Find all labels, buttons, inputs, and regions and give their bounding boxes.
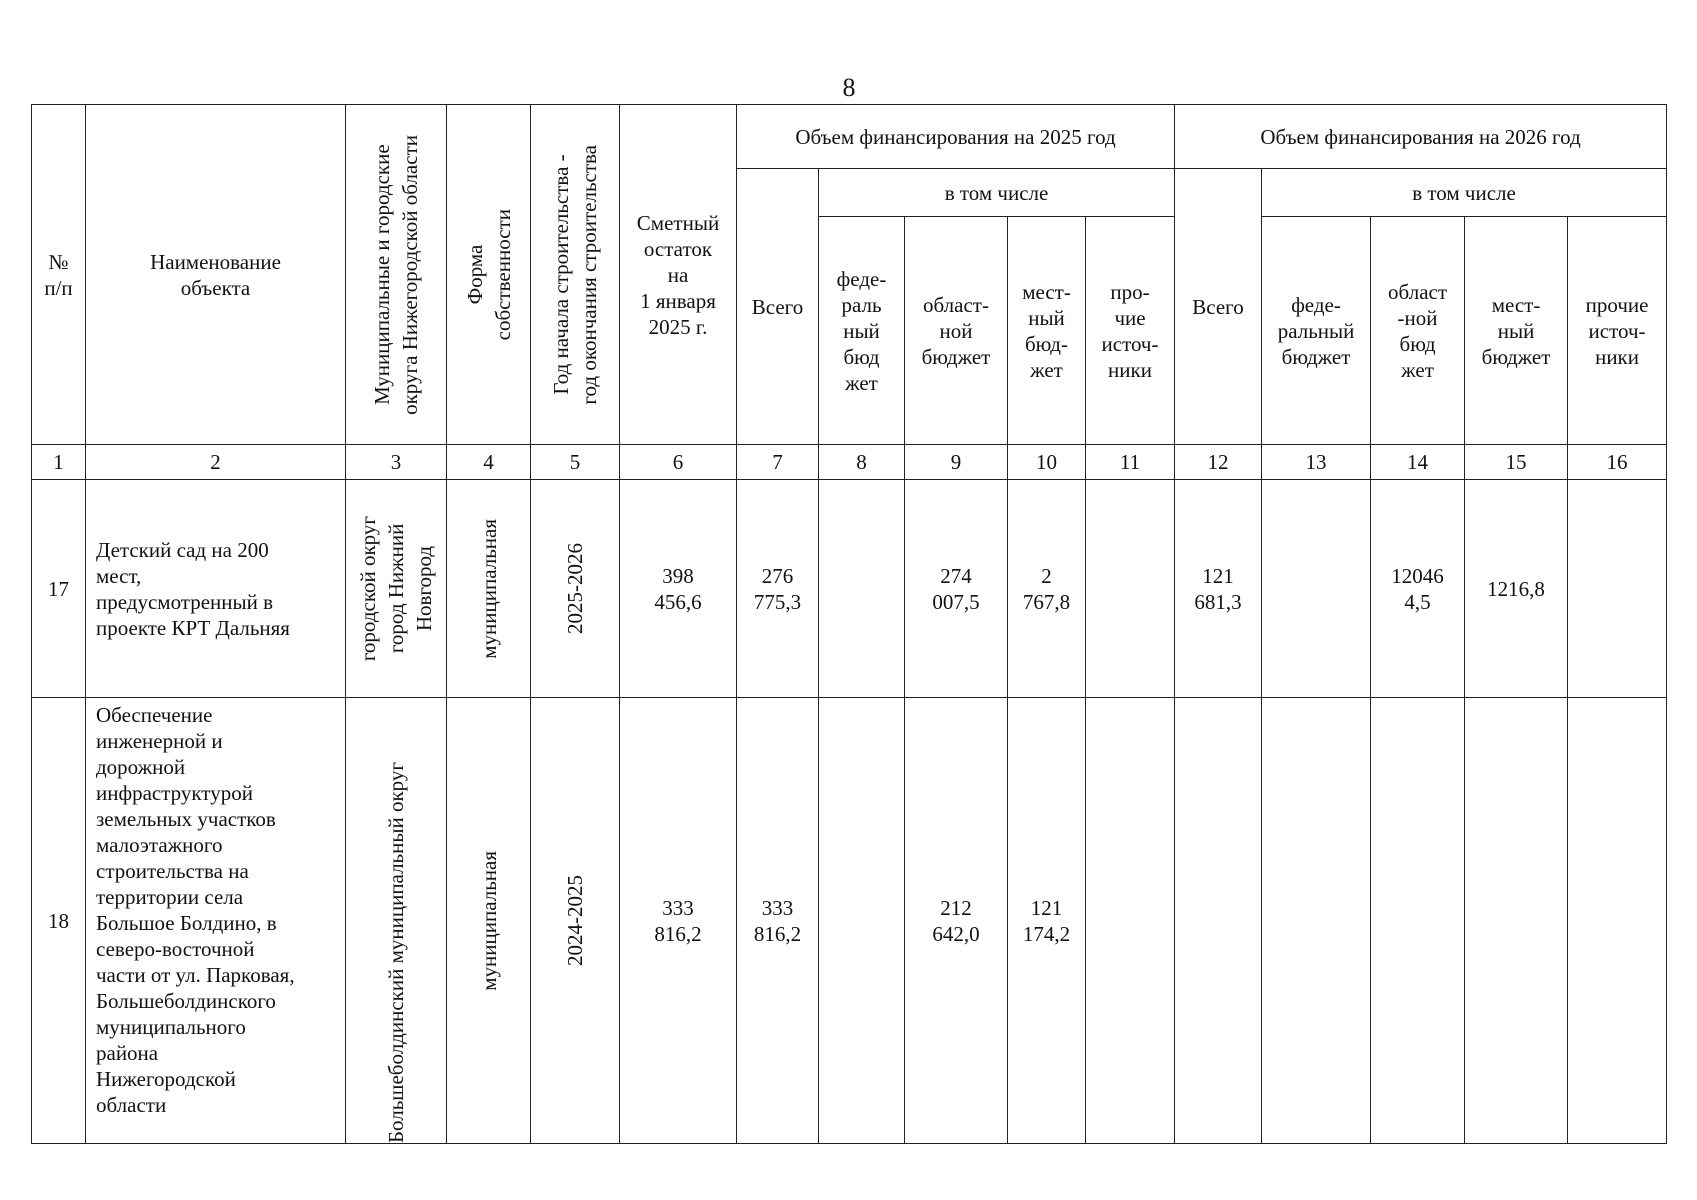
column-number: 5 <box>531 445 620 480</box>
header-ownership-cell <box>447 105 531 445</box>
local-2026-value: 1216,8 <box>1465 480 1568 698</box>
header-remainder: Сметный остаток на 1 января 2025 г. <box>620 105 737 445</box>
total-2026-value <box>1175 698 1262 1144</box>
header-loc-2025: мест- ный бюд- жет <box>1008 217 1086 445</box>
column-number: 7 <box>737 445 819 480</box>
row-number: 18 <box>32 698 86 1144</box>
header-total-2026: Всего <box>1175 169 1262 445</box>
regional-2025-value: 212 642,0 <box>905 698 1008 1144</box>
header-total-2025: Всего <box>737 169 819 445</box>
column-number: 11 <box>1086 445 1175 480</box>
remainder-value: 333 816,2 <box>620 698 737 1144</box>
header-oth-2026: прочие источ- ники <box>1568 217 1667 445</box>
municipality: Большеболдинский муниципальный округ <box>384 761 408 1143</box>
total-2026-value: 121 681,3 <box>1175 480 1262 698</box>
ownership: муниципальная <box>476 850 501 991</box>
header-years: Год начала строительства - год окончания строительства <box>549 144 601 405</box>
column-number: 6 <box>620 445 737 480</box>
header-reg-2026: област -ной бюд жет <box>1371 217 1465 445</box>
municipality-cell <box>346 698 447 1144</box>
years-cell <box>531 480 620 698</box>
total-2025-value: 276 775,3 <box>737 480 819 698</box>
column-number: 1 <box>32 445 86 480</box>
column-number: 16 <box>1568 445 1667 480</box>
other-2025-value <box>1086 480 1175 698</box>
object-name: Детский сад на 200 мест, предусмотренный в проекте КРТ Дальняя <box>86 480 346 698</box>
header-fed-2026: феде- ральный бюджет <box>1262 217 1371 445</box>
header-including-2025: в том числе <box>819 169 1175 217</box>
table-row <box>32 698 1667 1144</box>
ownership-cell <box>447 698 531 1144</box>
header-oth-2025: про- чие источ- ники <box>1086 217 1175 445</box>
local-2025-value: 2 767,8 <box>1008 480 1086 698</box>
other-2025-value <box>1086 698 1175 1144</box>
header-fin-2025: Объем финансирования на 2025 год <box>737 105 1175 169</box>
federal-2025-value <box>819 480 905 698</box>
column-number: 12 <box>1175 445 1262 480</box>
federal-2025-value <box>819 698 905 1144</box>
ownership: муниципальная <box>476 518 501 659</box>
column-number: 14 <box>1371 445 1465 480</box>
regional-2026-value: 12046 4,5 <box>1371 480 1465 698</box>
other-2026-value <box>1568 698 1667 1144</box>
column-number: 2 <box>86 445 346 480</box>
regional-2025-value: 274 007,5 <box>905 480 1008 698</box>
remainder-value: 398 456,6 <box>620 480 737 698</box>
row-number: 17 <box>32 480 86 698</box>
header-name: Наименование объекта <box>86 105 346 445</box>
local-2026-value <box>1465 698 1568 1144</box>
federal-2026-value <box>1262 480 1371 698</box>
header-municipality-cell <box>346 105 447 445</box>
header-municipality: Муниципальные и городские округа Нижегородской области <box>370 134 422 415</box>
column-number: 10 <box>1008 445 1086 480</box>
column-number: 8 <box>819 445 905 480</box>
column-number: 13 <box>1262 445 1371 480</box>
municipality-cell <box>346 480 447 698</box>
ownership-cell <box>447 480 531 698</box>
local-2025-value: 121 174,2 <box>1008 698 1086 1144</box>
construction-years: 2024-2025 <box>563 875 587 966</box>
total-2025-value: 333 816,2 <box>737 698 819 1144</box>
column-number: 3 <box>346 445 447 480</box>
header-ownership: Форма собственности <box>462 208 515 341</box>
column-number: 4 <box>447 445 531 480</box>
column-numbers-row <box>32 445 1667 480</box>
page-number: 8 <box>842 73 856 102</box>
municipality: городской округ город Нижний Новгород <box>356 515 436 662</box>
other-2026-value <box>1568 480 1667 698</box>
header-reg-2025: област- ной бюджет <box>905 217 1008 445</box>
header-years-cell <box>531 105 620 445</box>
regional-2026-value <box>1371 698 1465 1144</box>
financing-table <box>31 104 1667 1144</box>
object-name: Обеспечение инженерной и дорожной инфраструктурой земельных участков малоэтажного строительства на территории села Большое Болдино, в северо-восточной части от ул. Парковая, Большеболдинского муниципального района Нижегородской области <box>86 698 346 1144</box>
header-including-2026: в том числе <box>1262 169 1667 217</box>
federal-2026-value <box>1262 698 1371 1144</box>
years-cell <box>531 698 620 1144</box>
table-row <box>32 480 1667 698</box>
header-num: № п/п <box>32 105 86 445</box>
header-fin-2026: Объем финансирования на 2026 год <box>1175 105 1667 169</box>
header-fed-2025: феде- раль ный бюд жет <box>819 217 905 445</box>
column-number: 15 <box>1465 445 1568 480</box>
header-loc-2026: мест- ный бюджет <box>1465 217 1568 445</box>
construction-years: 2025-2026 <box>563 543 587 634</box>
column-number: 9 <box>905 445 1008 480</box>
